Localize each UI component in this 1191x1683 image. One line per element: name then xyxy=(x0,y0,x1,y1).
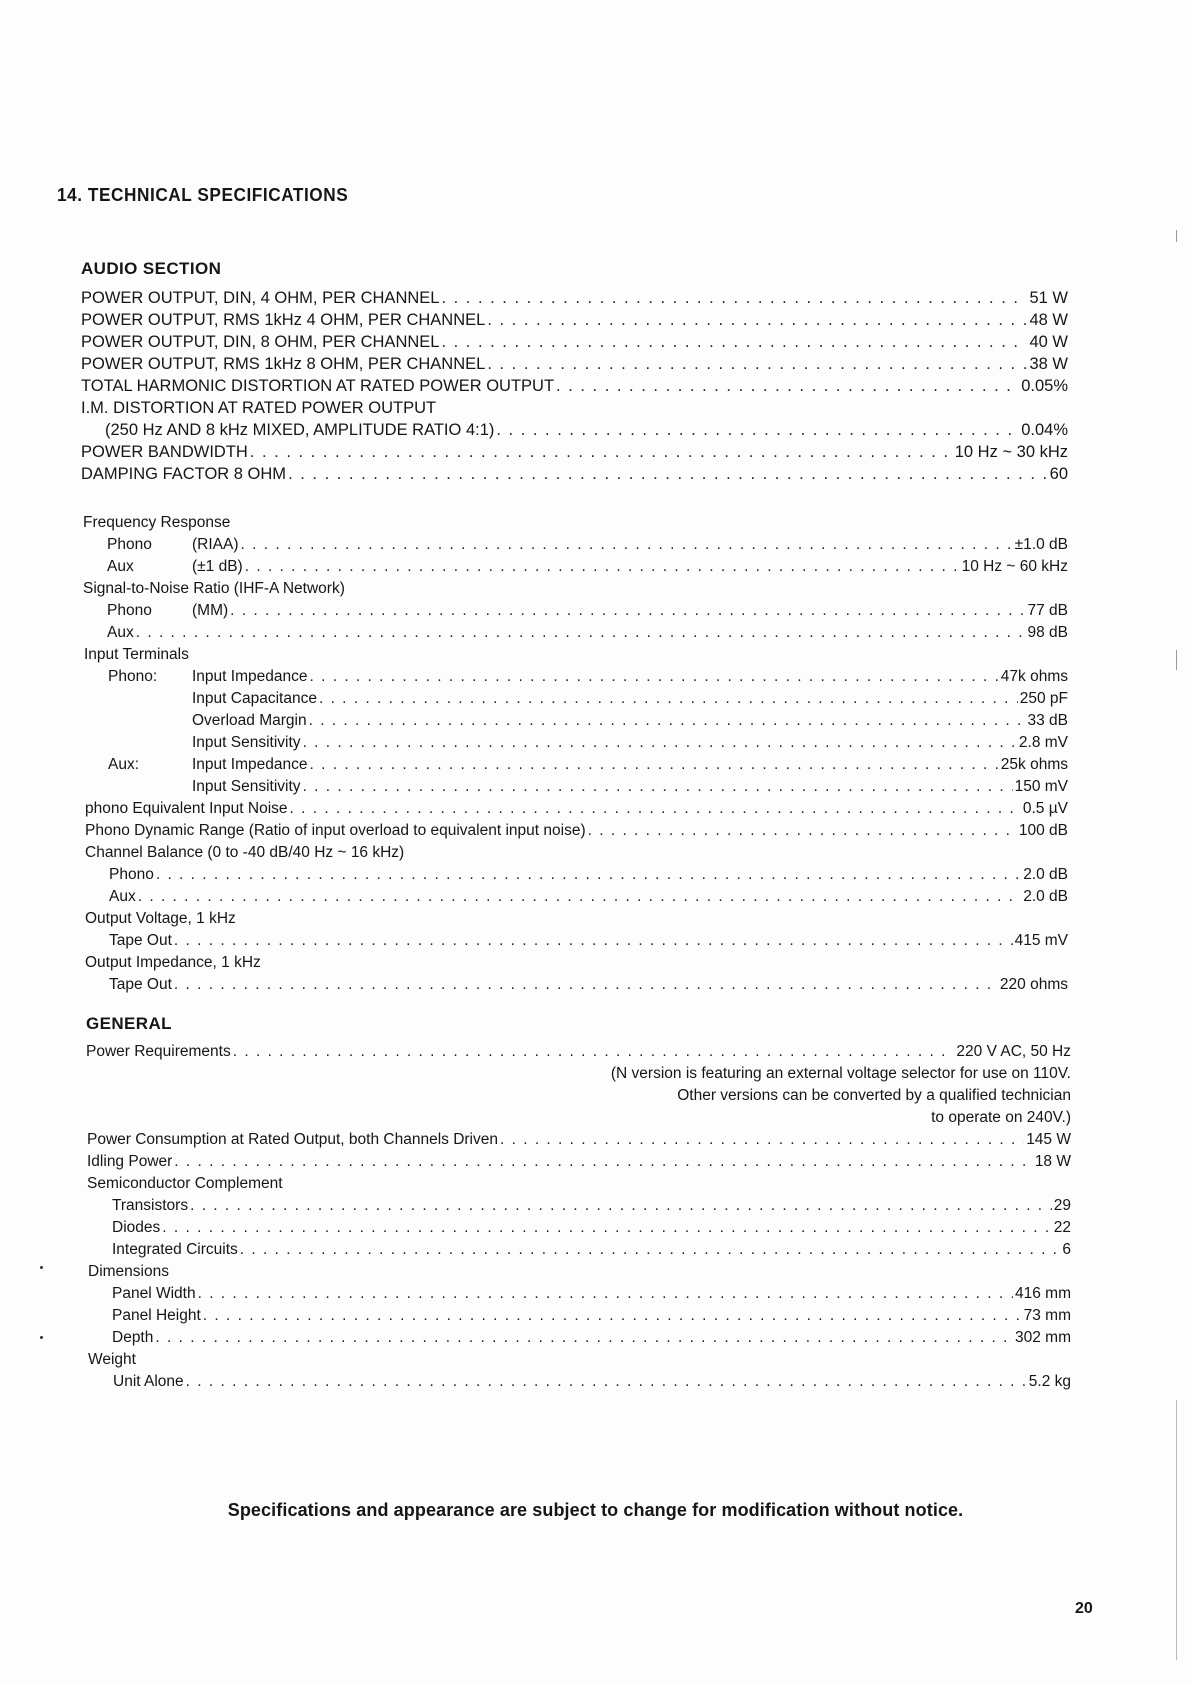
spec-sublabel: (MM) xyxy=(192,602,229,619)
spec-row xyxy=(108,732,1068,754)
disclaimer-footer: Specifications and appearance are subject to change for modification without notice. xyxy=(227,1500,964,1520)
spec-row xyxy=(108,754,1068,776)
audio-section-title: AUDIO SECTION xyxy=(81,259,222,278)
spec-value: 60 xyxy=(1049,465,1068,483)
spec-row xyxy=(112,1217,1071,1239)
spec-label: Panel Height xyxy=(112,1307,201,1324)
spec-label: Diodes xyxy=(112,1219,161,1236)
spec-label: POWER OUTPUT, RMS 1kHz 4 OHM, PER CHANNEL xyxy=(81,311,486,329)
spec-row xyxy=(81,375,1068,397)
spec-value: 0.5 µV xyxy=(1022,800,1068,817)
spec-value: 220 ohms xyxy=(999,976,1068,993)
spec-label: Phono xyxy=(107,602,152,619)
spec-row xyxy=(109,930,1068,952)
spec-label: Idling Power xyxy=(87,1153,173,1170)
spec-row xyxy=(112,1195,1071,1217)
spec-value: 6 xyxy=(1062,1241,1071,1258)
spec-value: 0.04% xyxy=(1021,421,1068,439)
spec-sublabel: (±1 dB) xyxy=(192,558,243,575)
voltage-note-line: Other versions can be converted by a qualified technician xyxy=(677,1087,1071,1104)
group-heading: Semiconductor Complement xyxy=(87,1175,283,1192)
spec-label: phono Equivalent Input Noise xyxy=(85,800,288,817)
spec-label: Power Consumption at Rated Output, both Channels Driven xyxy=(87,1131,498,1148)
spec-row xyxy=(109,974,1068,996)
spec-label: Transistors xyxy=(112,1197,189,1214)
spec-label: Tape Out xyxy=(109,932,172,949)
spec-row xyxy=(107,556,1068,578)
spec-value: 33 dB xyxy=(1027,712,1068,729)
group-heading: Channel Balance (0 to -40 dB/40 Hz ~ 16 kHz) xyxy=(85,844,405,861)
spec-label: Phono xyxy=(109,866,154,883)
spec-value: 2.0 dB xyxy=(1023,866,1068,883)
spec-value: 18 W xyxy=(1034,1153,1071,1170)
group-heading: Dimensions xyxy=(88,1263,169,1280)
spec-value: 73 mm xyxy=(1023,1307,1071,1324)
spec-label: Aux xyxy=(107,558,134,575)
spec-value: 51 W xyxy=(1029,289,1068,307)
spec-row xyxy=(85,798,1068,820)
spec-value: 10 Hz ~ 60 kHz xyxy=(961,558,1068,575)
spec-label: Aux xyxy=(107,624,134,641)
spec-row xyxy=(112,1239,1071,1261)
spec-value: 220 V AC, 50 Hz xyxy=(956,1043,1071,1060)
general-section-title: GENERAL xyxy=(86,1014,172,1033)
group-heading: Output Impedance, 1 kHz xyxy=(85,954,261,971)
group-heading: Output Voltage, 1 kHz xyxy=(85,910,236,927)
spec-label: TOTAL HARMONIC DISTORTION AT RATED POWER OUTPUT xyxy=(81,377,555,395)
spec-row xyxy=(81,287,1068,309)
spec-value: 29 xyxy=(1053,1197,1071,1214)
spec-value: 98 dB xyxy=(1027,624,1068,641)
spec-row xyxy=(112,1327,1071,1349)
spec-sublabel: Input Impedance xyxy=(192,668,308,685)
spec-label: (250 Hz AND 8 kHz MIXED, AMPLITUDE RATIO 4:1) xyxy=(105,421,495,439)
spec-label: Unit Alone xyxy=(113,1373,184,1390)
spec-row xyxy=(108,666,1068,688)
spec-row xyxy=(108,710,1068,732)
spec-value: 5.2 kg xyxy=(1028,1373,1071,1390)
spec-label: Tape Out xyxy=(109,976,172,993)
spec-row xyxy=(108,776,1068,798)
spec-row xyxy=(109,886,1068,908)
spec-value: 38 W xyxy=(1029,355,1068,373)
spec-row xyxy=(113,1371,1071,1393)
scan-edge-mark xyxy=(1176,230,1177,242)
spec-value: 145 W xyxy=(1026,1131,1071,1148)
spec-value: 416 mm xyxy=(1015,1285,1071,1302)
spec-sublabel: Input Capacitance xyxy=(192,690,317,707)
spec-label: Phono: xyxy=(108,668,158,685)
voltage-note-line: (N version is featuring an external voltage selector for use on 110V. xyxy=(610,1065,1071,1082)
spec-sublabel: Input Sensitivity xyxy=(192,778,301,795)
spec-value: 150 mV xyxy=(1014,778,1068,795)
spec-value: 25k ohms xyxy=(1000,756,1068,773)
spec-label: Integrated Circuits xyxy=(112,1241,238,1258)
spec-row xyxy=(107,622,1068,644)
spec-row xyxy=(105,419,1068,441)
spec-label: Phono Dynamic Range (Ratio of input overload to equivalent input noise) xyxy=(85,822,586,839)
spec-value: 0.05% xyxy=(1021,377,1068,395)
spec-row xyxy=(87,1151,1071,1173)
spec-value: 40 W xyxy=(1029,333,1068,351)
spec-row xyxy=(81,331,1068,353)
spec-label: Panel Width xyxy=(112,1285,196,1302)
spec-value: 48 W xyxy=(1029,311,1068,329)
spec-label: POWER OUTPUT, RMS 1kHz 8 OHM, PER CHANNEL xyxy=(81,355,486,373)
spec-row xyxy=(87,1129,1071,1151)
spec-value: 77 dB xyxy=(1027,602,1068,619)
spec-value: 2.8 mV xyxy=(1018,734,1068,751)
scan-speck xyxy=(40,1336,43,1339)
spec-row xyxy=(108,688,1068,710)
page-title: 14. TECHNICAL SPECIFICATIONS xyxy=(57,184,349,205)
scan-speck xyxy=(40,1266,43,1269)
spec-sublabel: Overload Margin xyxy=(192,712,307,729)
spec-label: DAMPING FACTOR 8 OHM xyxy=(81,465,287,483)
spec-value: 47k ohms xyxy=(1000,668,1068,685)
spec-value: 100 dB xyxy=(1018,822,1068,839)
page-number: 20 xyxy=(1075,1600,1093,1617)
voltage-note-line: to operate on 240V.) xyxy=(931,1109,1071,1126)
spec-value: 10 Hz ~ 30 kHz xyxy=(954,443,1068,461)
spec-label: Depth xyxy=(112,1329,154,1346)
spec-row xyxy=(86,1041,1071,1063)
spec-row xyxy=(81,309,1068,331)
spec-value: 2.0 dB xyxy=(1023,888,1068,905)
spec-label: POWER OUTPUT, DIN, 8 OHM, PER CHANNEL xyxy=(81,333,440,351)
spec-sublabel: (RIAA) xyxy=(192,536,239,553)
spec-label: I.M. DISTORTION AT RATED POWER OUTPUT xyxy=(81,399,437,417)
group-heading: Input Terminals xyxy=(84,646,189,663)
scan-edge-mark xyxy=(1176,1400,1177,1660)
spec-label: POWER BANDWIDTH xyxy=(81,443,248,461)
spec-value: 415 mV xyxy=(1014,932,1068,949)
spec-label: Power Requirements xyxy=(86,1043,231,1060)
spec-row xyxy=(112,1283,1071,1305)
spec-row xyxy=(85,820,1068,842)
spec-row xyxy=(107,600,1068,622)
spec-row xyxy=(107,534,1068,556)
spec-row xyxy=(81,463,1068,485)
spec-value: 302 mm xyxy=(1015,1329,1071,1346)
spec-sublabel: Input Sensitivity xyxy=(192,734,301,751)
spec-value: ±1.0 dB xyxy=(1014,536,1068,553)
spec-value: 22 xyxy=(1053,1219,1071,1236)
scan-edge-mark xyxy=(1176,650,1177,670)
spec-label: Aux xyxy=(109,888,136,905)
spec-row xyxy=(112,1305,1071,1327)
group-heading: Frequency Response xyxy=(83,514,231,531)
spec-label: Aux: xyxy=(108,756,140,773)
spec-row xyxy=(109,864,1068,886)
group-heading: Weight xyxy=(88,1351,136,1368)
group-heading: Signal-to-Noise Ratio (IHF-A Network) xyxy=(83,580,345,597)
spec-label: Phono xyxy=(107,536,152,553)
spec-row xyxy=(81,353,1068,375)
spec-label: POWER OUTPUT, DIN, 4 OHM, PER CHANNEL xyxy=(81,289,440,307)
spec-value: 250 pF xyxy=(1019,690,1068,707)
spec-sublabel: Input Impedance xyxy=(192,756,308,773)
spec-row xyxy=(81,441,1068,463)
